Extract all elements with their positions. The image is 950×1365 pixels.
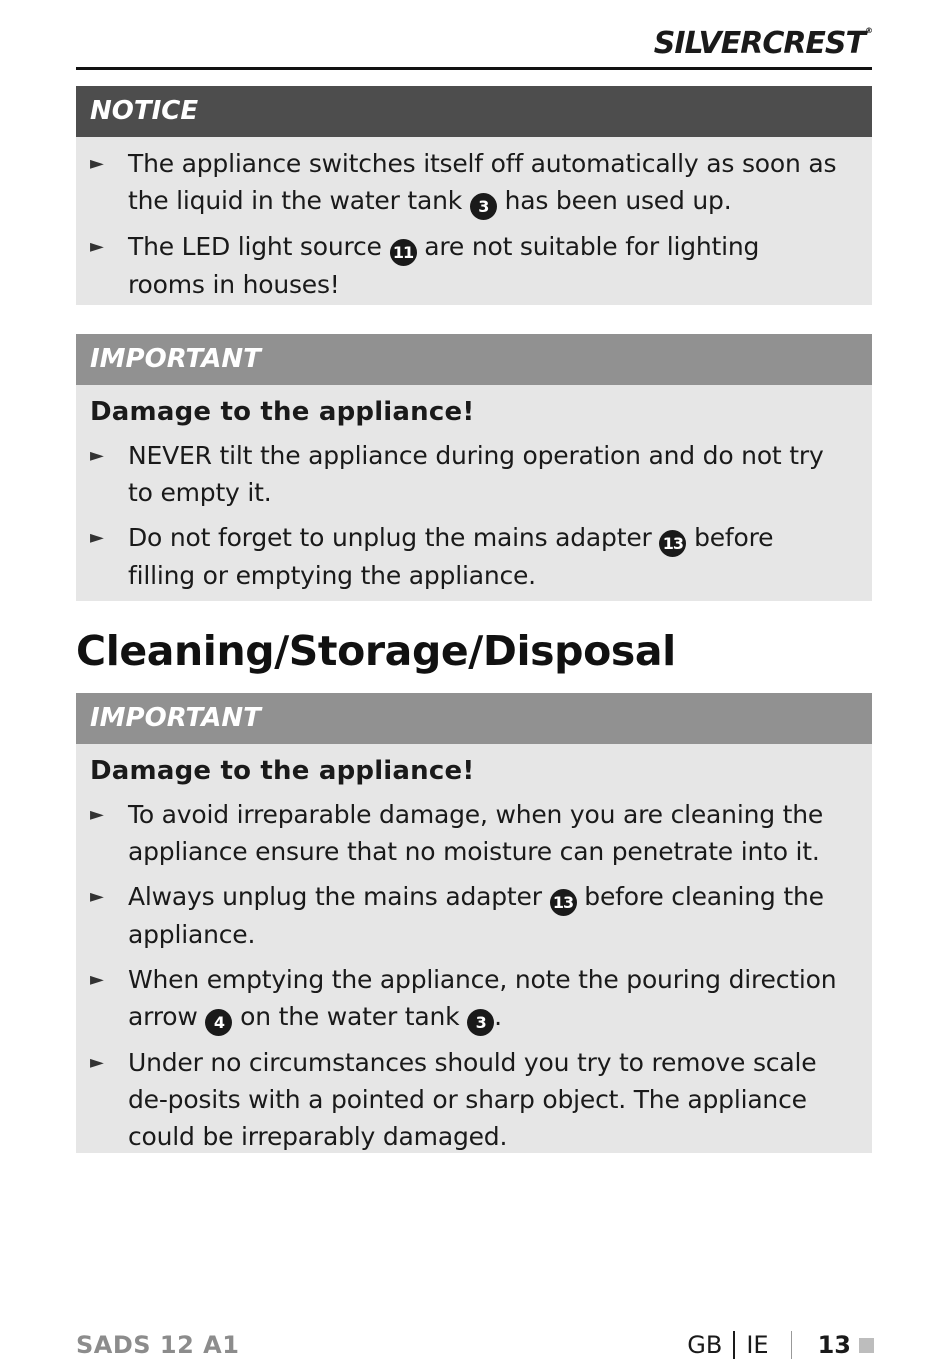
bullet-arrow-icon: ► [90, 236, 104, 257]
reference-number-badge: 3 [470, 193, 497, 220]
registered-mark: ® [865, 26, 872, 35]
bullet-arrow-icon: ► [90, 527, 104, 548]
important-item: ► When emptying the appliance, note the pouring direction arrow 4 on the water tank 3 . [90, 961, 842, 1036]
important-body [76, 385, 872, 608]
notice-body [76, 137, 872, 317]
reference-number-badge: 13 [659, 530, 686, 557]
bullet-arrow-icon: ► [90, 1052, 104, 1073]
section-title: Cleaning/Storage/Disposal [76, 627, 676, 675]
reference-number-badge: 11 [390, 239, 417, 266]
language-separator [733, 1331, 735, 1359]
important-title: IMPORTANT [76, 334, 872, 385]
notice-title: NOTICE [76, 86, 872, 137]
page-number: 13 [817, 1331, 851, 1359]
bullet-arrow-icon: ► [90, 886, 104, 907]
important-title: IMPORTANT [76, 693, 872, 744]
footer-page-info [687, 1329, 874, 1361]
important-box-cleaning [76, 693, 872, 1153]
bullet-arrow-icon: ► [90, 445, 104, 466]
important-subheading: Damage to the appliance! [90, 397, 475, 427]
brand-logo [654, 26, 872, 61]
important-item: ► To avoid irreparable damage, when you are cleaning the appliance ensure that no moisture can penetrate into it. [90, 796, 842, 870]
reference-number-badge: 13 [550, 889, 577, 916]
notice-item: ► The LED light source 11 are not suitable for lighting rooms in houses! [90, 228, 842, 303]
header-rule [76, 67, 872, 70]
important-item: ► Always unplug the mains adapter 13 before cleaning the appliance. [90, 878, 842, 953]
page-marker-square-icon [859, 1338, 874, 1353]
footer-language-ie: IE [746, 1331, 769, 1359]
important-item: ► NEVER tilt the appliance during operation and do not try to empty it. [90, 437, 842, 511]
important-body [76, 744, 872, 1169]
important-item: ► Do not forget to unplug the mains adapter 13 before filling or emptying the appliance. [90, 519, 842, 594]
notice-box [76, 86, 872, 305]
notice-item: ► The appliance switches itself off automatically as soon as the liquid in the water tank 3 has been used up. [90, 145, 842, 220]
bullet-arrow-icon: ► [90, 969, 104, 990]
important-box-operation [76, 334, 872, 601]
reference-number-badge: 3 [467, 1009, 494, 1036]
bullet-arrow-icon: ► [90, 804, 104, 825]
brand-name: SILVERCREST [653, 26, 865, 61]
important-item: ► Under no circumstances should you try to remove scale de-posits with a pointed or sharp object. The appliance could be irreparably damaged. [90, 1044, 842, 1155]
page-separator [791, 1331, 792, 1359]
footer-language-gb: GB [687, 1331, 723, 1359]
reference-number-badge: 4 [205, 1009, 232, 1036]
bullet-arrow-icon: ► [90, 153, 104, 174]
footer-model-number: SADS 12 A1 [76, 1331, 240, 1359]
important-subheading: Damage to the appliance! [90, 756, 475, 786]
